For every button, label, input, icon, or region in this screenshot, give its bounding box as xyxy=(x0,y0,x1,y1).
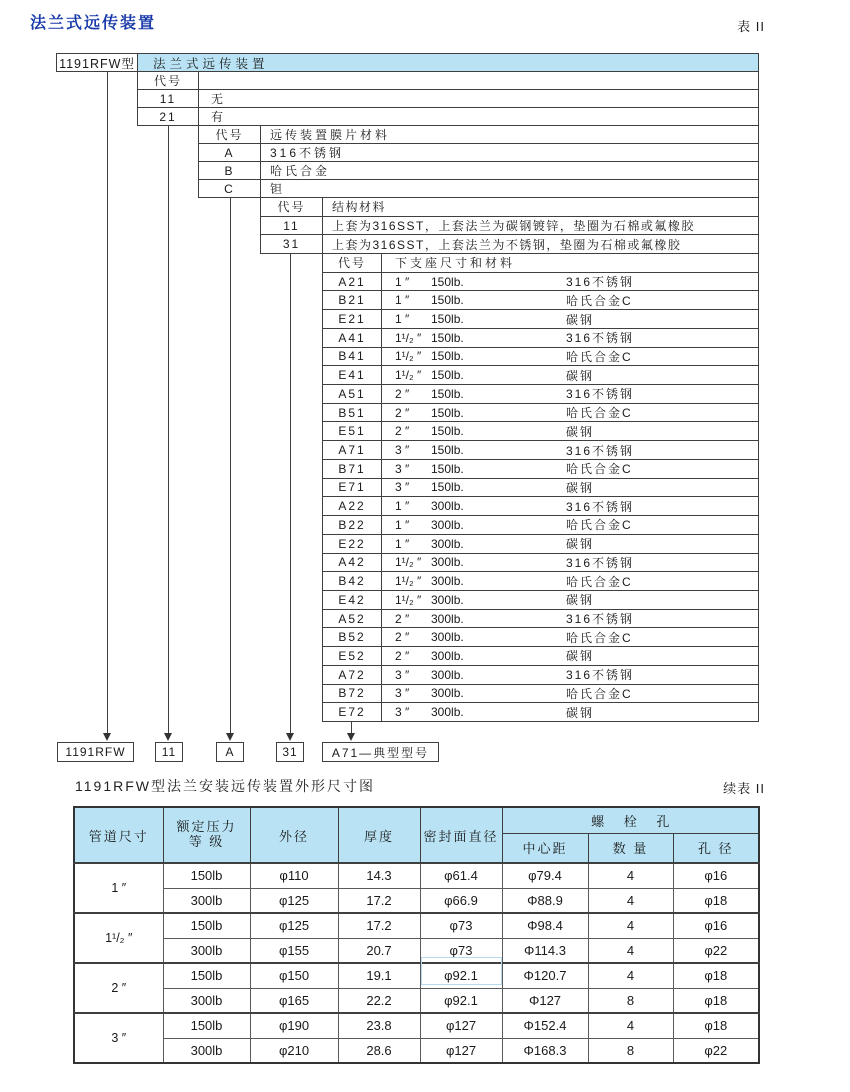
dimensions-table xyxy=(73,806,760,1064)
support-material: 哈氏合金C xyxy=(566,293,633,308)
center-dist-cell: Φ168.3 xyxy=(502,1038,588,1063)
table-row xyxy=(74,888,759,913)
tree-row xyxy=(323,702,758,721)
header-pressure-rating xyxy=(163,807,250,863)
value-cell xyxy=(382,591,758,609)
hole-dia-cell: φ18 xyxy=(673,1013,759,1038)
value-cell: 有 xyxy=(211,110,227,124)
code-cell: E52 xyxy=(323,647,382,665)
value-cell xyxy=(382,385,758,403)
support-size: 1 ″ xyxy=(395,274,410,289)
tree-header-row xyxy=(138,72,758,89)
support-size: 2 ″ xyxy=(395,611,410,626)
code-cell: 31 xyxy=(261,235,323,253)
seal-dia-cell: φ92.1 xyxy=(420,963,502,988)
tree-row xyxy=(323,496,758,515)
support-rating: 300lb. xyxy=(431,536,464,551)
tree-row xyxy=(261,216,758,235)
value-cell xyxy=(382,310,758,328)
support-size: 3 ″ xyxy=(395,667,410,682)
code-cell: B72 xyxy=(323,685,382,703)
code-header-cell: 代号 xyxy=(199,126,261,143)
support-rating: 150lb. xyxy=(431,330,464,345)
value-cell xyxy=(382,273,758,291)
hole-dia-cell: φ16 xyxy=(673,863,759,888)
code-cell: 11 xyxy=(261,217,323,235)
value-cell: 316不锈钢 xyxy=(270,146,345,160)
page-title: 法兰式远传装置 xyxy=(30,15,157,32)
od-cell: φ210 xyxy=(250,1038,338,1063)
pipe-size-cell: 1 ″ xyxy=(74,863,163,913)
support-size: 1¹/₂ ″ xyxy=(395,592,422,607)
value-cell: 哈氏合金 xyxy=(270,164,331,178)
thickness-cell: 22.2 xyxy=(338,988,420,1013)
rating-cell: 300lb xyxy=(163,1038,250,1063)
rating-cell: 150lb xyxy=(163,1013,250,1038)
od-cell: φ190 xyxy=(250,1013,338,1038)
tree-row xyxy=(323,665,758,684)
value-cell: 上套为316SST，上套法兰为碳钢镀锌，垫圈为石棉或氟橡胶 xyxy=(332,219,695,233)
support-size: 2 ″ xyxy=(395,648,410,663)
support-size: 1¹/₂ ″ xyxy=(395,368,422,383)
support-size: 1 ″ xyxy=(395,312,410,327)
code-cell: E71 xyxy=(323,479,382,497)
rating-cell: 150lb xyxy=(163,863,250,888)
code-cell: B71 xyxy=(323,460,382,478)
support-size: 1 ″ xyxy=(395,293,410,308)
tree-row xyxy=(323,365,758,384)
code-cell: B42 xyxy=(323,572,382,590)
value-cell xyxy=(382,441,758,459)
support-size: 2 ″ xyxy=(395,386,410,401)
support-material: 316不锈钢 xyxy=(566,612,635,627)
thickness-cell: 23.8 xyxy=(338,1013,420,1038)
code-cell: A21 xyxy=(323,273,382,291)
code-cell: B22 xyxy=(323,516,382,534)
rating-cell: 150lb xyxy=(163,913,250,938)
value-cell xyxy=(382,291,758,309)
tree-root-row xyxy=(56,53,759,72)
support-rating: 150lb. xyxy=(431,461,464,476)
thickness-cell: 14.3 xyxy=(338,863,420,888)
code-cell: A72 xyxy=(323,666,382,684)
code-cell: A xyxy=(199,144,261,161)
value-cell xyxy=(382,497,758,515)
support-rating: 150lb. xyxy=(431,368,464,383)
table-row xyxy=(74,913,759,938)
code-header-cell: 代号 xyxy=(261,198,323,216)
example-model-box: 11 xyxy=(155,742,183,762)
support-material: 316不锈钢 xyxy=(566,499,635,514)
rating-cell: 150lb xyxy=(163,963,250,988)
support-rating: 300lb. xyxy=(431,705,464,720)
center-dist-cell: Φ88.9 xyxy=(502,888,588,913)
code-cell: C xyxy=(199,180,261,197)
center-dist-cell: Φ152.4 xyxy=(502,1013,588,1038)
value-cell xyxy=(382,554,758,572)
hole-dia-cell: φ18 xyxy=(673,888,759,913)
support-material: 哈氏合金C xyxy=(566,574,633,589)
tree-row xyxy=(323,421,758,440)
code-cell: A52 xyxy=(323,610,382,628)
support-material: 碳钢 xyxy=(566,424,595,439)
support-material: 316不锈钢 xyxy=(566,331,635,346)
tree-level-remote-option xyxy=(137,71,759,126)
example-model-box: 31 xyxy=(276,742,304,762)
connector-line xyxy=(107,71,108,734)
arrow-down-icon xyxy=(286,733,294,741)
thickness-cell: 17.2 xyxy=(338,913,420,938)
value-cell xyxy=(382,404,758,422)
header-bolt-holes: 螺 栓 孔 xyxy=(502,807,759,833)
example-model-box: A xyxy=(216,742,244,762)
tree-row xyxy=(323,384,758,403)
support-material: 碳钢 xyxy=(566,480,595,495)
support-rating: 150lb. xyxy=(431,312,464,327)
quantity-cell: 4 xyxy=(588,963,673,988)
pipe-size-cell: 1¹/₂ ″ xyxy=(74,913,163,963)
support-rating: 300lb. xyxy=(431,517,464,532)
support-size: 3 ″ xyxy=(395,686,410,701)
tree-row xyxy=(323,403,758,422)
arrow-down-icon xyxy=(226,733,234,741)
support-material: 哈氏合金C xyxy=(566,462,633,477)
tree-row xyxy=(323,515,758,534)
support-material: 碳钢 xyxy=(566,537,595,552)
support-material: 316不锈钢 xyxy=(566,387,635,402)
connector-line xyxy=(168,125,169,734)
value-cell xyxy=(382,685,758,703)
table-row xyxy=(74,988,759,1013)
rating-cell: 300lb xyxy=(163,988,250,1013)
support-size: 1¹/₂ ″ xyxy=(395,330,422,345)
support-rating: 150lb. xyxy=(431,293,464,308)
value-cell xyxy=(382,535,758,553)
support-size: 1¹/₂ ″ xyxy=(395,349,422,364)
hole-dia-cell: φ18 xyxy=(673,988,759,1013)
code-cell: B xyxy=(199,162,261,179)
support-material: 碳钢 xyxy=(566,705,595,720)
value-cell xyxy=(382,460,758,478)
tree-row xyxy=(323,440,758,459)
tree-row xyxy=(323,609,758,628)
value-header-cell xyxy=(199,72,758,89)
header-center-distance: 中心距 xyxy=(502,833,588,863)
support-rating: 300lb. xyxy=(431,648,464,663)
quantity-cell: 4 xyxy=(588,938,673,963)
quantity-cell: 4 xyxy=(588,913,673,938)
support-rating: 150lb. xyxy=(431,424,464,439)
thickness-cell: 28.6 xyxy=(338,1038,420,1063)
tree-header-row xyxy=(323,254,758,272)
tree-row xyxy=(323,459,758,478)
header-quantity: 数 量 xyxy=(588,833,673,863)
support-material: 哈氏合金C xyxy=(566,630,633,645)
support-size: 1¹/₂ ″ xyxy=(395,574,422,589)
header-pressure-line1: 额定压力 xyxy=(176,819,237,835)
tree-row xyxy=(323,571,758,590)
tree-row xyxy=(323,347,758,366)
quantity-cell: 4 xyxy=(588,863,673,888)
od-cell: φ155 xyxy=(250,938,338,963)
code-cell: B41 xyxy=(323,348,382,366)
pipe-size-cell: 3 ″ xyxy=(74,1013,163,1063)
value-cell xyxy=(382,628,758,646)
support-material: 哈氏合金C xyxy=(566,349,633,364)
support-material: 316不锈钢 xyxy=(566,555,635,570)
code-cell: B52 xyxy=(323,628,382,646)
center-dist-cell: φ79.4 xyxy=(502,863,588,888)
value-cell xyxy=(382,610,758,628)
code-cell: E22 xyxy=(323,535,382,553)
code-cell: A41 xyxy=(323,329,382,347)
tree-row xyxy=(323,590,758,609)
arrow-down-icon xyxy=(103,733,111,741)
support-rating: 300lb. xyxy=(431,630,464,645)
tree-header-row xyxy=(261,198,758,216)
tree-level-lower-support xyxy=(322,253,759,722)
value-header-cell: 结构材料 xyxy=(332,200,387,215)
tree-row xyxy=(199,179,758,197)
support-size: 2 ″ xyxy=(395,424,410,439)
quantity-cell: 8 xyxy=(588,1038,673,1063)
table-row xyxy=(74,1038,759,1063)
code-cell: A51 xyxy=(323,385,382,403)
value-cell xyxy=(382,572,758,590)
code-cell: A71 xyxy=(323,441,382,459)
value-cell xyxy=(382,329,758,347)
tree-level-diaphragm-material xyxy=(198,125,759,198)
code-cell: B21 xyxy=(323,291,382,309)
od-cell: φ150 xyxy=(250,963,338,988)
thickness-cell: 17.2 xyxy=(338,888,420,913)
tree-row xyxy=(138,89,758,107)
code-cell: E72 xyxy=(323,703,382,721)
tree-row xyxy=(323,328,758,347)
example-model-box: 1191RFW xyxy=(57,742,134,762)
support-rating: 300lb. xyxy=(431,574,464,589)
rating-cell: 300lb xyxy=(163,938,250,963)
support-size: 3 ″ xyxy=(395,443,410,458)
seal-dia-cell: φ127 xyxy=(420,1038,502,1063)
header-hole-diameter: 孔 径 xyxy=(673,833,759,863)
tree-header-row xyxy=(199,126,758,143)
support-rating: 150lb. xyxy=(431,405,464,420)
tree-row xyxy=(261,234,758,253)
code-cell: E21 xyxy=(323,310,382,328)
tree-row xyxy=(323,534,758,553)
code-header-cell: 代号 xyxy=(138,72,199,89)
support-size: 3 ″ xyxy=(395,480,410,495)
seal-dia-cell: φ73 xyxy=(420,938,502,963)
hole-dia-cell: φ16 xyxy=(673,913,759,938)
value-cell xyxy=(382,647,758,665)
tree-row xyxy=(199,161,758,179)
code-cell: E41 xyxy=(323,366,382,384)
center-dist-cell: Φ114.3 xyxy=(502,938,588,963)
support-rating: 150lb. xyxy=(431,349,464,364)
od-cell: φ110 xyxy=(250,863,338,888)
hole-dia-cell: φ22 xyxy=(673,1038,759,1063)
tree-row xyxy=(323,309,758,328)
support-material: 碳钢 xyxy=(566,593,595,608)
table-row xyxy=(74,963,759,988)
table-row xyxy=(74,863,759,888)
center-dist-cell: Φ120.7 xyxy=(502,963,588,988)
value-cell: 钽 xyxy=(270,182,286,196)
rating-cell: 300lb xyxy=(163,888,250,913)
support-size: 3 ″ xyxy=(395,705,410,720)
hole-dia-cell: φ22 xyxy=(673,938,759,963)
root-model-cell: 1191RFW型 xyxy=(57,54,138,71)
header-pipe-size: 管道尺寸 xyxy=(74,807,163,863)
support-material: 碳钢 xyxy=(566,312,595,327)
table-number-label: 表 II xyxy=(737,19,765,34)
tree-row xyxy=(323,272,758,291)
value-cell xyxy=(382,479,758,497)
support-size: 1 ″ xyxy=(395,536,410,551)
support-size: 1 ″ xyxy=(395,499,410,514)
tree-level-structure-material xyxy=(260,197,759,254)
value-header-cell: 下支座尺寸和材料 xyxy=(395,256,516,271)
code-cell: A42 xyxy=(323,554,382,572)
seal-dia-cell: φ73 xyxy=(420,913,502,938)
support-rating: 300lb. xyxy=(431,555,464,570)
tree-row xyxy=(323,553,758,572)
support-size: 1¹/₂ ″ xyxy=(395,555,422,570)
code-cell: B51 xyxy=(323,404,382,422)
tree-row xyxy=(323,290,758,309)
support-rating: 150lb. xyxy=(431,386,464,401)
support-material: 316不锈钢 xyxy=(566,275,635,290)
seal-dia-cell: φ61.4 xyxy=(420,863,502,888)
tree-row xyxy=(199,143,758,161)
thickness-cell: 19.1 xyxy=(338,963,420,988)
figure-caption: 1191RFW型法兰安装远传装置外形尺寸图 xyxy=(75,778,375,794)
value-cell xyxy=(382,422,758,440)
value-cell xyxy=(382,366,758,384)
code-cell: E51 xyxy=(323,422,382,440)
tree-row xyxy=(323,627,758,646)
code-cell: A22 xyxy=(323,497,382,515)
root-name-cell: 法兰式远传装置 xyxy=(138,54,758,71)
header-thickness: 厚度 xyxy=(338,807,420,863)
seal-dia-cell: φ127 xyxy=(420,1013,502,1038)
tree-row xyxy=(323,478,758,497)
table-row xyxy=(74,938,759,963)
od-cell: φ165 xyxy=(250,988,338,1013)
center-dist-cell: Φ98.4 xyxy=(502,913,588,938)
continued-table-label: 续表 II xyxy=(723,781,765,796)
support-rating: 150lb. xyxy=(431,443,464,458)
support-size: 2 ″ xyxy=(395,630,410,645)
tree-row xyxy=(323,646,758,665)
support-material: 哈氏合金C xyxy=(566,406,633,421)
value-cell: 上套为316SST，上套法兰为不锈钢，垫圈为石棉或氟橡胶 xyxy=(332,237,682,252)
support-rating: 150lb. xyxy=(431,274,464,289)
value-cell xyxy=(382,348,758,366)
code-cell: E42 xyxy=(323,591,382,609)
support-rating: 300lb. xyxy=(431,499,464,514)
code-cell: 21 xyxy=(138,108,199,125)
seal-dia-cell: φ66.9 xyxy=(420,888,502,913)
value-cell xyxy=(382,703,758,721)
support-rating: 300lb. xyxy=(431,611,464,626)
header-seal-face-diameter: 密封面直径 xyxy=(420,807,502,863)
support-size: 1 ″ xyxy=(395,517,410,532)
quantity-cell: 4 xyxy=(588,888,673,913)
connector-line xyxy=(290,253,291,734)
quantity-cell: 4 xyxy=(588,1013,673,1038)
support-rating: 300lb. xyxy=(431,592,464,607)
code-header-cell: 代号 xyxy=(323,254,382,272)
seal-dia-cell: φ92.1 xyxy=(420,988,502,1013)
tree-row xyxy=(138,107,758,125)
hole-dia-cell: φ18 xyxy=(673,963,759,988)
support-size: 3 ″ xyxy=(395,461,410,476)
support-material: 碳钢 xyxy=(566,368,595,383)
value-cell xyxy=(382,666,758,684)
tree-row xyxy=(323,684,758,703)
quantity-cell: 8 xyxy=(588,988,673,1013)
support-material: 碳钢 xyxy=(566,649,595,664)
value-cell xyxy=(382,516,758,534)
od-cell: φ125 xyxy=(250,913,338,938)
support-material: 哈氏合金C xyxy=(566,686,633,701)
header-pressure-line2: 等 级 xyxy=(188,834,225,849)
arrow-down-icon xyxy=(164,733,172,741)
value-header-cell: 远传装置膜片材料 xyxy=(270,128,391,142)
code-cell: 11 xyxy=(138,90,199,107)
value-cell: 无 xyxy=(211,92,227,106)
example-model-box: A71—典型型号 xyxy=(322,742,439,762)
support-material: 316不锈钢 xyxy=(566,668,635,683)
support-rating: 300lb. xyxy=(431,667,464,682)
support-rating: 300lb. xyxy=(431,686,464,701)
arrow-down-icon xyxy=(347,733,355,741)
connector-line xyxy=(230,197,231,734)
center-dist-cell: Φ127 xyxy=(502,988,588,1013)
support-material: 哈氏合金C xyxy=(566,518,633,533)
support-size: 2 ″ xyxy=(395,405,410,420)
support-material: 316不锈钢 xyxy=(566,443,635,458)
od-cell: φ125 xyxy=(250,888,338,913)
pipe-size-cell: 2 ″ xyxy=(74,963,163,1013)
table-row xyxy=(74,1013,759,1038)
header-outer-diameter: 外径 xyxy=(250,807,338,863)
thickness-cell: 20.7 xyxy=(338,938,420,963)
support-rating: 150lb. xyxy=(431,480,464,495)
